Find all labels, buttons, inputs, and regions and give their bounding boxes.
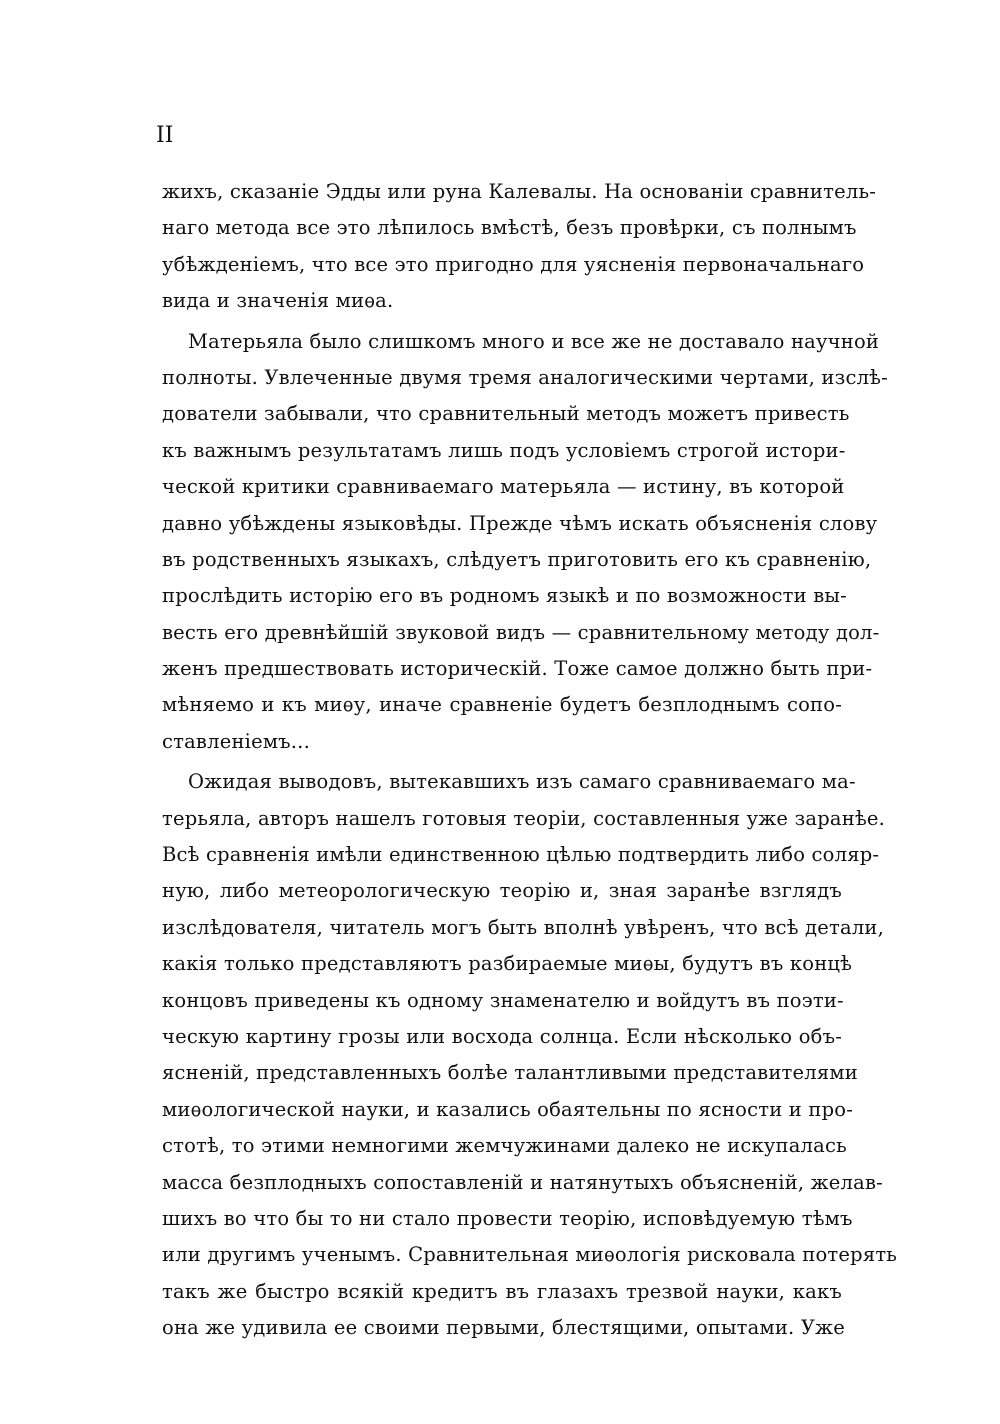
text-line: концовъ приведены къ одному знаменателю и войдутъ въ поэти- (162, 988, 844, 1012)
body-text (162, 174, 898, 1347)
text-line: къ важнымъ результатамъ лишь подъ условіемъ строгой истори- (162, 438, 846, 462)
text-line: давно убѣждены языковѣды. Прежде чѣмъ искать объясненія слову (162, 511, 878, 535)
text-line: терьяла, авторъ нашелъ готовыя теоріи, составленныя уже заранѣе. (162, 806, 886, 830)
text-line: или другимъ ученымъ. Сравнительная миѳологія рисковала потерять (162, 1243, 898, 1267)
text-line: прослѣдить исторію его въ родномъ языкѣ и по возможности вы- (162, 584, 847, 608)
text-line: изслѣдователя, читатель могъ быть вполнѣ увѣренъ, что всѣ детали, (162, 915, 884, 939)
text-line: убѣжденіемъ, что все это пригодно для уясненія первоначальнаго (162, 252, 865, 276)
text-line: такъ же быстро всякій кредитъ въ глазахъ трезвой науки, какъ (162, 1279, 842, 1303)
text-line: Всѣ сравненія имѣли единственною цѣлью подтвердить либо соляр- (162, 843, 880, 867)
text-line: какія только представляютъ разбираемые миѳы, будутъ въ концѣ (162, 952, 853, 976)
text-line: полноты. Увлеченные двумя тремя аналогическими чертами, изслѣ- (162, 365, 888, 389)
text-line: масса безплодныхъ сопоставленій и натянутыхъ объясненій, желав- (162, 1170, 883, 1194)
text-line: шихъ во что бы то ни стало провести теорію, исповѣдуемую тѣмъ (162, 1206, 853, 1230)
text-line: жихъ, сказаніе Эдды или руна Калевалы. На основаніи сравнитель- (162, 180, 877, 203)
text-line: наго метода все это лѣпилось вмѣстѣ, безъ провѣрки, съ полнымъ (162, 216, 857, 240)
text-line: ставленіемъ... (162, 729, 310, 753)
text-line: въ родственныхъ языкахъ, слѣдуетъ приготовить его къ сравненію, (162, 547, 872, 571)
text-line: миѳологической науки, и казались обаятельны по ясности и про- (162, 1097, 854, 1121)
text-line: весть его древнѣйшій звуковой видъ — сравнительному методу дол- (162, 620, 880, 644)
text-line: ческой критики сравниваемаго матерьяла — истину, въ которой (162, 475, 845, 499)
text-line: Матерьяла было слишкомъ много и все же не доставало научной (188, 329, 880, 353)
text-line: дователи забывали, что сравнительный методъ можетъ привесть (162, 402, 850, 426)
text-line: стотѣ, то этими немногими жемчужинами далеко не искупалась (162, 1134, 847, 1158)
text-line: ную, либо метеорологическую теорію и, зная заранѣе взглядъ (162, 879, 842, 903)
text-line: она же удивила ее своими первыми, блестящими, опытами. Уже (162, 1316, 846, 1340)
text-line: мѣняемо и къ миѳу, иначе сравненіе будетъ безплоднымъ сопо- (162, 693, 842, 717)
text-line: ясненій, представленныхъ болѣе талантливыми представителями (162, 1061, 858, 1085)
text-line: вида и значенія миѳа. (162, 289, 394, 313)
text-line: женъ предшествовать историческій. Тоже самое должно быть при- (162, 657, 873, 681)
text-line: ческую картину грозы или восхода солнца. Если нѣсколько объ- (162, 1024, 842, 1048)
text-line: Ожидая выводовъ, вытекавшихъ изъ самаго сравниваемаго ма- (188, 770, 856, 794)
page-number: II (156, 123, 174, 148)
